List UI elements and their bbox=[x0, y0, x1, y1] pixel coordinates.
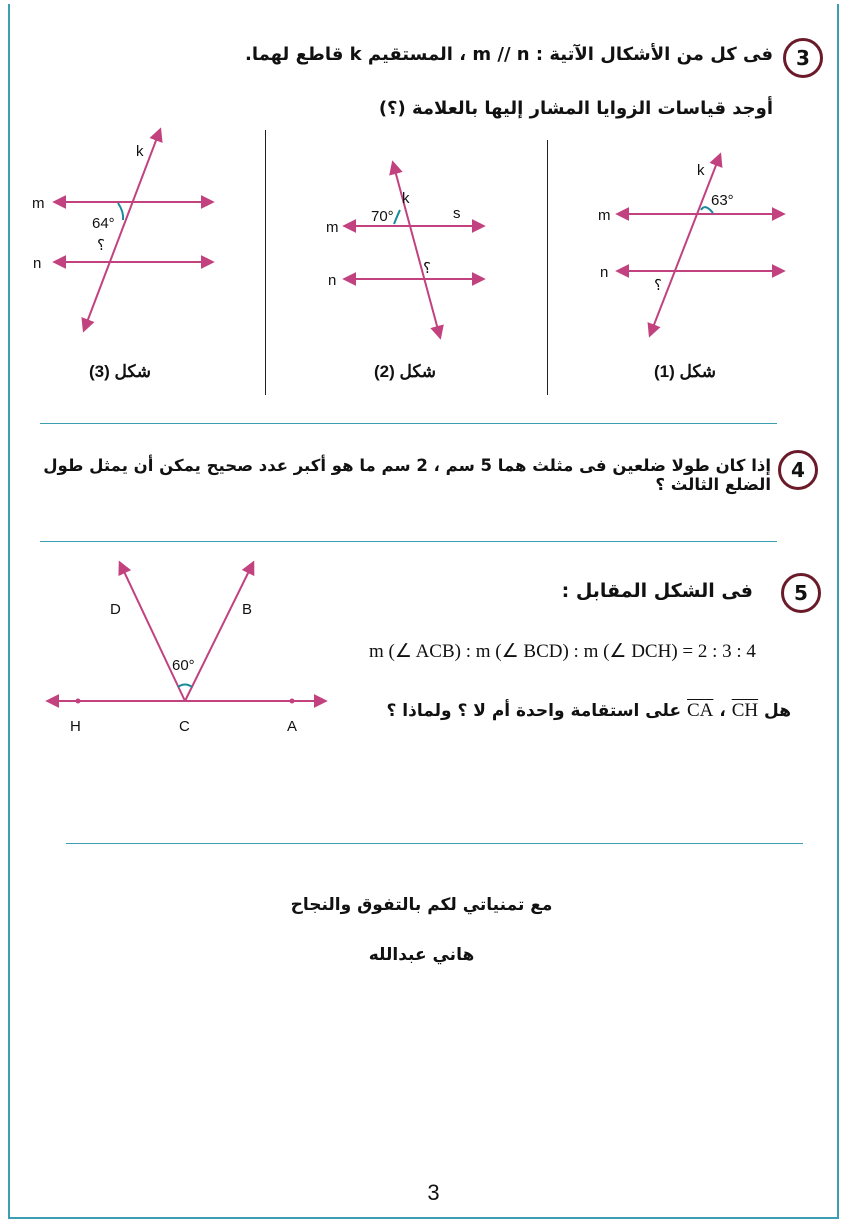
q5-separator: ، bbox=[719, 701, 726, 721]
closing-wish: مع تمنياتي لكم بالتفوق والنجاح bbox=[290, 895, 553, 915]
point-h bbox=[76, 699, 81, 704]
label-k: k bbox=[402, 190, 410, 207]
angle-label: 64° bbox=[92, 215, 115, 232]
angle-label: 70° bbox=[371, 208, 394, 225]
label-n: n bbox=[600, 264, 609, 281]
angle-label: 63° bbox=[711, 192, 734, 209]
q5-prefix: هل bbox=[764, 701, 791, 721]
q4-text: إذا كان طولا ضلعين فى مثلث هما 5 سم ، 2 سم ما هو أكبر عدد صحيح يمكن أن يمثل طول الضلع الثالث ؟ bbox=[43, 456, 771, 494]
question-number-badge: 3 bbox=[783, 38, 823, 78]
author-name: هاني عبدالله bbox=[368, 945, 475, 965]
label-m: m bbox=[598, 207, 611, 224]
label-n: n bbox=[33, 255, 42, 272]
label-k: k bbox=[136, 143, 144, 160]
ray-ch: CH bbox=[731, 700, 759, 721]
label-k: k bbox=[697, 162, 705, 179]
label-a: A bbox=[287, 718, 298, 735]
q3-instruction: أوجد قياسات الزوايا المشار إليها بالعلامة (؟) bbox=[378, 98, 773, 119]
label-h: H bbox=[70, 718, 81, 735]
unknown-angle: ؟ bbox=[97, 237, 105, 254]
figure-caption: شكل (3) bbox=[88, 362, 152, 381]
page-number: 3 bbox=[427, 1180, 440, 1205]
angle-arc bbox=[178, 685, 192, 688]
label-c: C bbox=[179, 718, 190, 735]
label-s: s bbox=[453, 205, 461, 222]
unknown-angle: ؟ bbox=[423, 260, 431, 277]
figure-caption: شكل (1) bbox=[653, 362, 717, 381]
question-number-badge: 5 bbox=[781, 573, 821, 613]
unknown-angle: ؟ bbox=[654, 277, 662, 294]
label-m: m bbox=[326, 219, 339, 236]
q5-title: فى الشكل المقابل : bbox=[561, 580, 753, 602]
label-d: D bbox=[110, 601, 121, 618]
label-m: m bbox=[32, 195, 45, 212]
q3-statement: فى كل من الأشكال الآتية : m // n ، المستقيم k قاطع لهما. bbox=[245, 44, 773, 65]
point-a bbox=[290, 699, 295, 704]
ray-cd bbox=[120, 563, 185, 701]
q5-ratio: m (∠ ACB) : m (∠ BCD) : m (∠ DCH) = 2 : 3 : 4 bbox=[369, 641, 756, 662]
label-n: n bbox=[328, 272, 337, 289]
ray-cb bbox=[185, 563, 253, 701]
ray-ca: CA bbox=[686, 700, 714, 721]
question-number-badge: 4 bbox=[778, 450, 818, 490]
figure-caption: شكل (2) bbox=[373, 362, 437, 381]
angle-label: 60° bbox=[172, 657, 195, 674]
q5-suffix: على استقامة واحدة أم لا ؟ ولماذا ؟ bbox=[386, 701, 682, 721]
label-b: B bbox=[242, 601, 253, 618]
section-divider bbox=[66, 843, 803, 844]
